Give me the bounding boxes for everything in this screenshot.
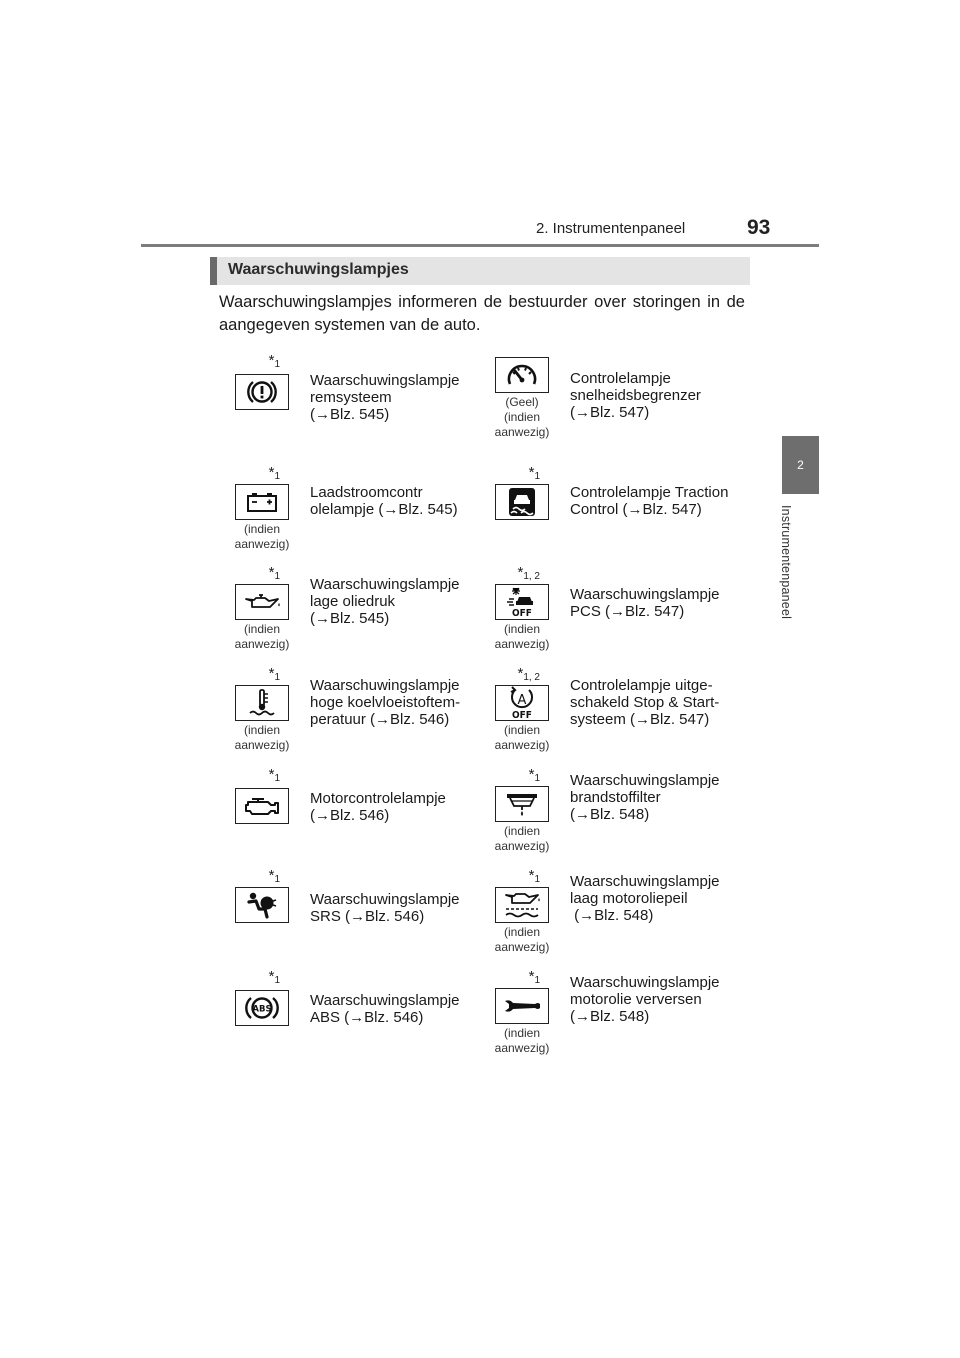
oil-level-icon — [502, 890, 542, 920]
footnote-star: * — [268, 464, 275, 481]
lamp-symbol-frame — [235, 484, 289, 520]
chapter-tab[interactable] — [782, 436, 819, 494]
lamp-symbol-frame — [495, 786, 549, 822]
lamp-description — [310, 891, 470, 925]
description-line: Waarschuwingslampje — [310, 576, 460, 593]
warning-lamp-entry — [470, 564, 730, 664]
warning-lamp-entry — [210, 867, 470, 967]
svg-text:OFF: OFF — [512, 608, 532, 618]
lamp-symbol-frame — [235, 887, 289, 923]
description-line: ABS (→Blz. 546) — [310, 1009, 424, 1026]
footnote-star: * — [268, 867, 275, 884]
lamp-availability-note — [470, 622, 574, 652]
caption-line: (indien — [243, 723, 281, 737]
description-line: systeem (→Blz. 547) — [570, 711, 710, 728]
lamp-symbol-frame — [495, 887, 549, 923]
warning-lamp-entry — [470, 968, 730, 1068]
description-line: olelampje (→Blz. 545) — [310, 501, 458, 518]
description-line: brandstoffilter — [570, 789, 661, 806]
lamp-description — [570, 974, 730, 1025]
description-line: schakeld Stop & Start- — [570, 694, 720, 711]
lamp-availability-note — [470, 723, 574, 753]
lamp-description — [570, 484, 730, 518]
footnote-marker — [269, 867, 280, 885]
lamp-availability-note — [210, 622, 314, 652]
intro-paragraph: Waarschuwingslampjes informeren de bestuurder over storingen in de aangegeven systemen van de auto. — [219, 293, 745, 334]
description-line: (→Blz. 546) — [310, 807, 390, 824]
caption-line: aanwezig) — [234, 738, 290, 752]
lamp-symbol-frame — [495, 484, 549, 520]
caption-line: aanwezig) — [234, 537, 290, 551]
warning-lamp-entry — [210, 665, 470, 765]
footnote-reference: 1 — [274, 672, 280, 683]
chapter-number: 2 — [797, 458, 804, 472]
footnote-star: * — [528, 867, 535, 884]
description-line: (→Blz. 545) — [310, 610, 390, 627]
footnote-marker — [529, 464, 540, 482]
caption-line: (indien — [243, 622, 281, 636]
description-line: Controlelampje Traction — [570, 484, 729, 501]
warning-lamp-entry — [210, 464, 470, 564]
page-number: 93 — [747, 216, 771, 239]
footnote-reference: 1, 2 — [523, 672, 540, 683]
footnote-marker — [269, 564, 280, 582]
caption-line: aanwezig) — [494, 940, 550, 954]
description-line: Laadstroomcontr — [310, 484, 423, 501]
description-line: Controlelampje uitge- — [570, 677, 713, 694]
lamp-description — [570, 370, 730, 421]
lamp-description — [310, 677, 470, 728]
warning-lamp-entry — [470, 352, 730, 452]
speed-limiter-icon — [504, 360, 540, 390]
lamp-description — [310, 790, 470, 824]
lamp-description — [570, 586, 730, 620]
engine-check-icon — [242, 794, 282, 818]
traction-control-icon — [508, 487, 536, 517]
description-line: motorolie verversen — [570, 991, 702, 1008]
caption-line: (Geel) — [505, 395, 539, 409]
footnote-star: * — [528, 464, 535, 481]
footnote-marker — [517, 564, 540, 582]
footnote-marker — [517, 665, 540, 683]
description-line: PCS (→Blz. 547) — [570, 603, 685, 620]
abs-icon — [244, 993, 280, 1023]
description-line: Waarschuwingslampje — [310, 372, 460, 389]
lamp-symbol-frame — [235, 788, 289, 824]
footnote-reference: 1 — [274, 773, 280, 784]
footnote-star: * — [268, 665, 275, 682]
lamp-description — [310, 992, 470, 1026]
caption-line: (indien — [503, 824, 541, 838]
footnote-reference: 1, 2 — [523, 571, 540, 582]
footnote-star: * — [528, 968, 535, 985]
footnote-reference: 1 — [274, 571, 280, 582]
brake-warning-icon — [245, 377, 279, 407]
description-line: remsysteem — [310, 389, 392, 406]
description-line: Waarschuwingslampje — [570, 772, 720, 789]
footnote-reference: 1 — [534, 773, 540, 784]
footnote-star: * — [528, 766, 535, 783]
oil-change-wrench-icon — [502, 995, 542, 1017]
warning-lamp-entry — [470, 464, 730, 564]
caption-line: aanwezig) — [494, 425, 550, 439]
svg-text:A: A — [517, 693, 527, 708]
footnote-star: * — [268, 564, 275, 581]
lamp-symbol-frame — [235, 374, 289, 410]
description-line: (→Blz. 548) — [570, 1008, 650, 1025]
footnote-marker — [269, 352, 280, 370]
caption-line: aanwezig) — [234, 637, 290, 651]
lamp-availability-note — [210, 522, 314, 552]
description-line: (→Blz. 547) — [570, 404, 650, 421]
footnote-star: * — [268, 968, 275, 985]
lamp-availability-note — [470, 925, 574, 955]
footnote-marker — [529, 968, 540, 986]
pcs-off-icon — [503, 586, 541, 618]
lamp-symbol-frame — [495, 357, 549, 393]
footnote-marker — [529, 766, 540, 784]
chapter-label: Instrumentenpaneel — [779, 505, 793, 620]
caption-line: aanwezig) — [494, 738, 550, 752]
description-line: Waarschuwingslampje — [310, 677, 460, 694]
caption-line: aanwezig) — [494, 1041, 550, 1055]
stop-start-off-icon — [506, 686, 538, 720]
lamp-availability-note — [470, 395, 574, 440]
fuel-filter-icon — [503, 788, 541, 820]
lamp-symbol-frame — [495, 988, 549, 1024]
description-line: (→Blz. 548) — [570, 907, 654, 924]
description-line: Waarschuwingslampje — [570, 586, 720, 603]
lamp-availability-note — [470, 824, 574, 854]
description-line: Waarschuwingslampje — [310, 992, 460, 1009]
description-line: (→Blz. 545) — [310, 406, 390, 423]
description-line: (→Blz. 548) — [570, 806, 650, 823]
description-line: peratuur (→Blz. 546) — [310, 711, 450, 728]
footnote-reference: 1 — [534, 471, 540, 482]
footnote-star: * — [517, 665, 524, 682]
caption-line: (indien — [503, 1026, 541, 1040]
description-line: Waarschuwingslampje — [570, 974, 720, 991]
footnote-reference: 1 — [274, 359, 280, 370]
description-line: lage oliedruk — [310, 593, 396, 610]
warning-lamp-entry — [210, 352, 470, 452]
footnote-marker — [529, 867, 540, 885]
svg-text:ABS: ABS — [252, 1004, 272, 1015]
description-line: Motorcontrolelampje — [310, 790, 446, 807]
lamp-description — [310, 484, 470, 518]
caption-line: aanwezig) — [494, 637, 550, 651]
warning-lamp-entry — [210, 766, 470, 866]
footnote-marker — [269, 766, 280, 784]
description-line: Control (→Blz. 547) — [570, 501, 702, 518]
warning-lamp-entry — [210, 968, 470, 1068]
description-line: hoge koelvloeistoftem- — [310, 694, 461, 711]
description-line: snelheidsbegrenzer — [570, 387, 701, 404]
lamp-description — [570, 873, 730, 924]
description-line: Controlelampje — [570, 370, 671, 387]
svg-text:OFF: OFF — [512, 710, 532, 720]
lamp-symbol-frame — [495, 584, 549, 620]
lamp-description — [570, 677, 730, 728]
lamp-availability-note — [210, 723, 314, 753]
lamp-description — [310, 372, 470, 423]
description-line: laag motoroliepeil — [570, 890, 688, 907]
caption-line: (indien — [503, 622, 541, 636]
warning-lamp-entry — [210, 564, 470, 664]
lamp-availability-note — [470, 1026, 574, 1056]
lamp-symbol-frame — [235, 685, 289, 721]
caption-line: (indien — [503, 925, 541, 939]
caption-line: (indien — [503, 410, 541, 424]
footnote-marker — [269, 968, 280, 986]
warning-lamp-entry — [470, 665, 730, 765]
lamp-symbol-frame — [495, 685, 549, 721]
footnote-star: * — [517, 564, 524, 581]
lamp-symbol-frame — [235, 990, 289, 1026]
lamp-symbol-frame — [235, 584, 289, 620]
footnote-reference: 1 — [534, 874, 540, 885]
footnote-reference: 1 — [274, 471, 280, 482]
footnote-reference: 1 — [534, 975, 540, 986]
description-line: Waarschuwingslampje — [570, 873, 720, 890]
warning-lamp-entry — [470, 867, 730, 967]
footnote-reference: 1 — [274, 975, 280, 986]
lamp-description — [310, 576, 470, 627]
lamp-description — [570, 772, 730, 823]
caption-line: aanwezig) — [494, 839, 550, 853]
battery-icon — [245, 490, 279, 514]
header-divider — [141, 244, 819, 247]
footnote-marker — [269, 665, 280, 683]
footnote-star: * — [268, 352, 275, 369]
caption-line: (indien — [503, 723, 541, 737]
section-heading — [210, 257, 750, 285]
section-heading-text: Waarschuwingslampjes — [228, 261, 409, 278]
footnote-marker — [269, 464, 280, 482]
description-line: SRS (→Blz. 546) — [310, 908, 425, 925]
coolant-temperature-icon — [245, 688, 279, 718]
oil-pressure-icon — [242, 592, 282, 612]
description-line: Waarschuwingslampje — [310, 891, 460, 908]
footnote-star: * — [268, 766, 275, 783]
footnote-reference: 1 — [274, 874, 280, 885]
warning-lamp-entry — [470, 766, 730, 866]
caption-line: (indien — [243, 522, 281, 536]
airbag-icon — [245, 890, 279, 920]
section-title: 2. Instrumentenpaneel — [536, 220, 686, 237]
